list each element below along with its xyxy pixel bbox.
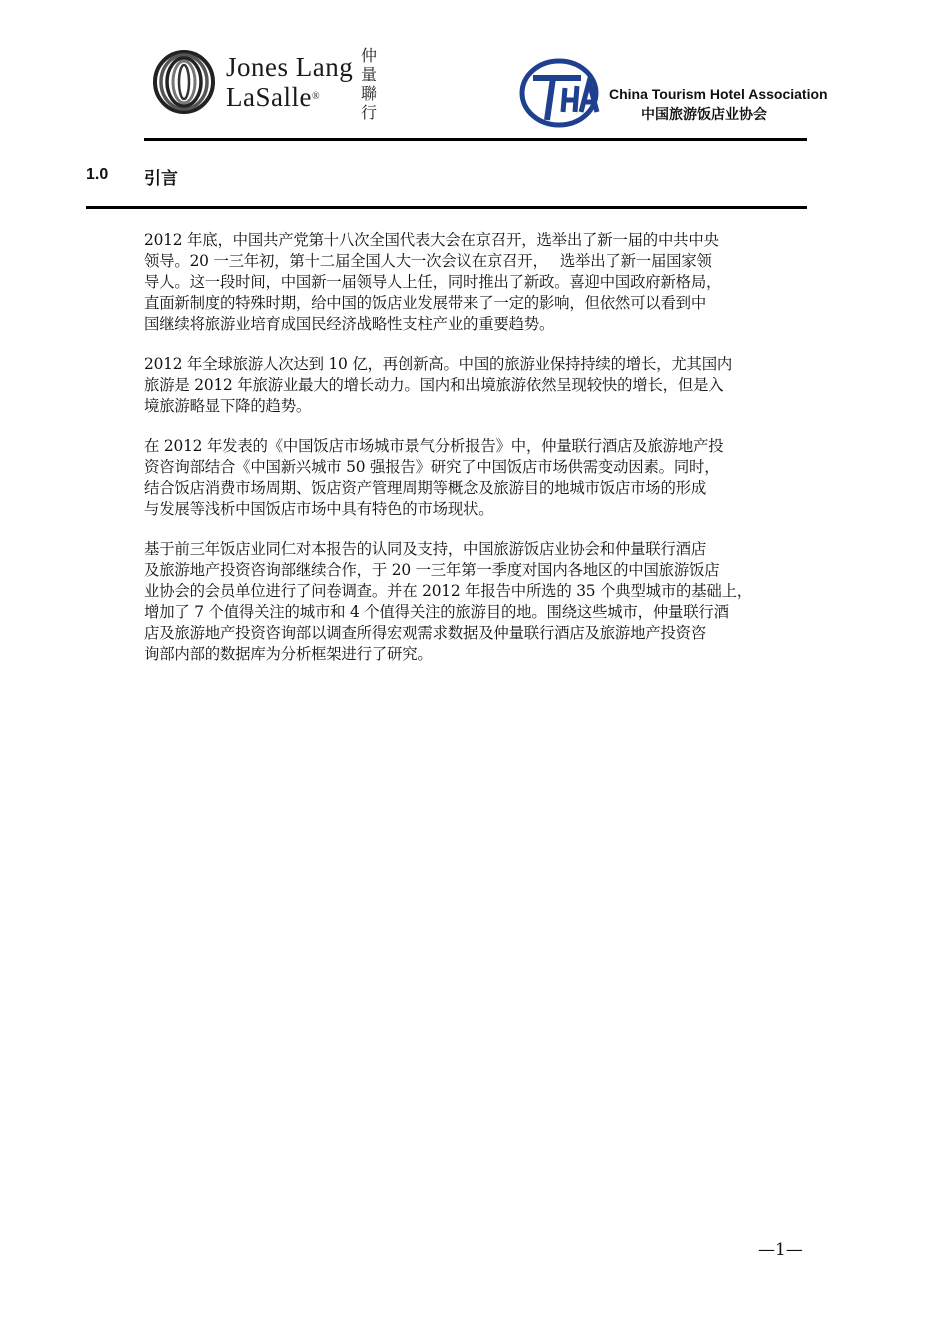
ctha-logo-text: THA [519, 58, 522, 59]
page-number: —1— [758, 1240, 803, 1260]
body-text [144, 230, 814, 684]
jll-chinese-char: 聯 [360, 84, 377, 103]
jll-chinese-name [358, 46, 380, 122]
jll-wordmark [226, 52, 353, 112]
jll-logo-icon [153, 50, 215, 114]
paragraph: 在 2012 年发表的《中国饭店市场城市景气分析报告》中，仲量联行酒店及旅游地产投 资咨询部结合《中国新兴城市 50 强报告》研究了中国饭店市场供需变动因素。同时， 结合饭店消费市场周期、饭店资产管理周期等概念及旅游目的地城市饭店市场的形成 与发展等浅析中国饭店市场中具有特色的市场现状。 [144, 437, 724, 518]
section-title: 引言 [144, 169, 178, 189]
ctha-name-chinese: 中国旅游饭店业协会 [641, 107, 767, 123]
paragraph: 2012 年底，中国共产党第十八次全国代表大会在京召开，选举出了新一届的中共中央 领导。20 一三年初，第十二届全国人大一次会议在京召开， 选举出了新一届国家领 导人。这一段时间，中国新一届领导人上任，同时推出了新政。喜迎中国政府新格局， 直面新制度的特殊时期，给中国的饭店业发展带来了一定的影响，但依然可以看到中 国继续将旅游业培育成国民经济战略性支柱产业的重要趋势。 [144, 231, 722, 333]
section-divider [86, 206, 807, 209]
ctha-name-english: China Tourism Hotel Association [609, 86, 828, 102]
paragraph: 2012 年全球旅游人次达到 10 亿，再创新高。中国的旅游业保持持续的增长，尤其国内 旅游是 2012 年旅游业最大的增长动力。国内和出境旅游依然呈现较快的增长，但是入 境旅游略显下降的趋势。 [144, 355, 733, 415]
page-header [0, 0, 950, 140]
paragraph: 基于前三年饭店业同仁对本报告的认同及支持，中国旅游饭店业协会和仲量联行酒店 及旅游地产投资咨询部继续合作，于 20 一三年第一季度对国内各地区的中国旅游饭店 业协会的会员单位进行了问卷调查。并在 2012 年报告中所选的 35 个典型城市的基础上， 增加了 7 个值得关注的城市和 4 个值得关注的旅游目的地。围绕这些城市，仲量联行酒 店及旅游地产投资咨询部以调查所得宏观需求数据及仲量联行酒店及旅游地产投资咨 询部内部的数据库为分析框架进行了研究。 [144, 540, 752, 663]
jll-chinese-char: 仲 [360, 46, 377, 65]
jll-chinese-char: 量 [360, 65, 377, 84]
registered-mark: ® [311, 91, 321, 102]
jll-chinese-char: 行 [360, 103, 377, 122]
jll-name-line1: Jones Lang [226, 52, 354, 82]
jll-name-line2: LaSalle [226, 82, 312, 112]
section-number: 1.0 [86, 166, 109, 183]
header-divider [144, 138, 807, 141]
ctha-logo-icon [519, 58, 603, 128]
